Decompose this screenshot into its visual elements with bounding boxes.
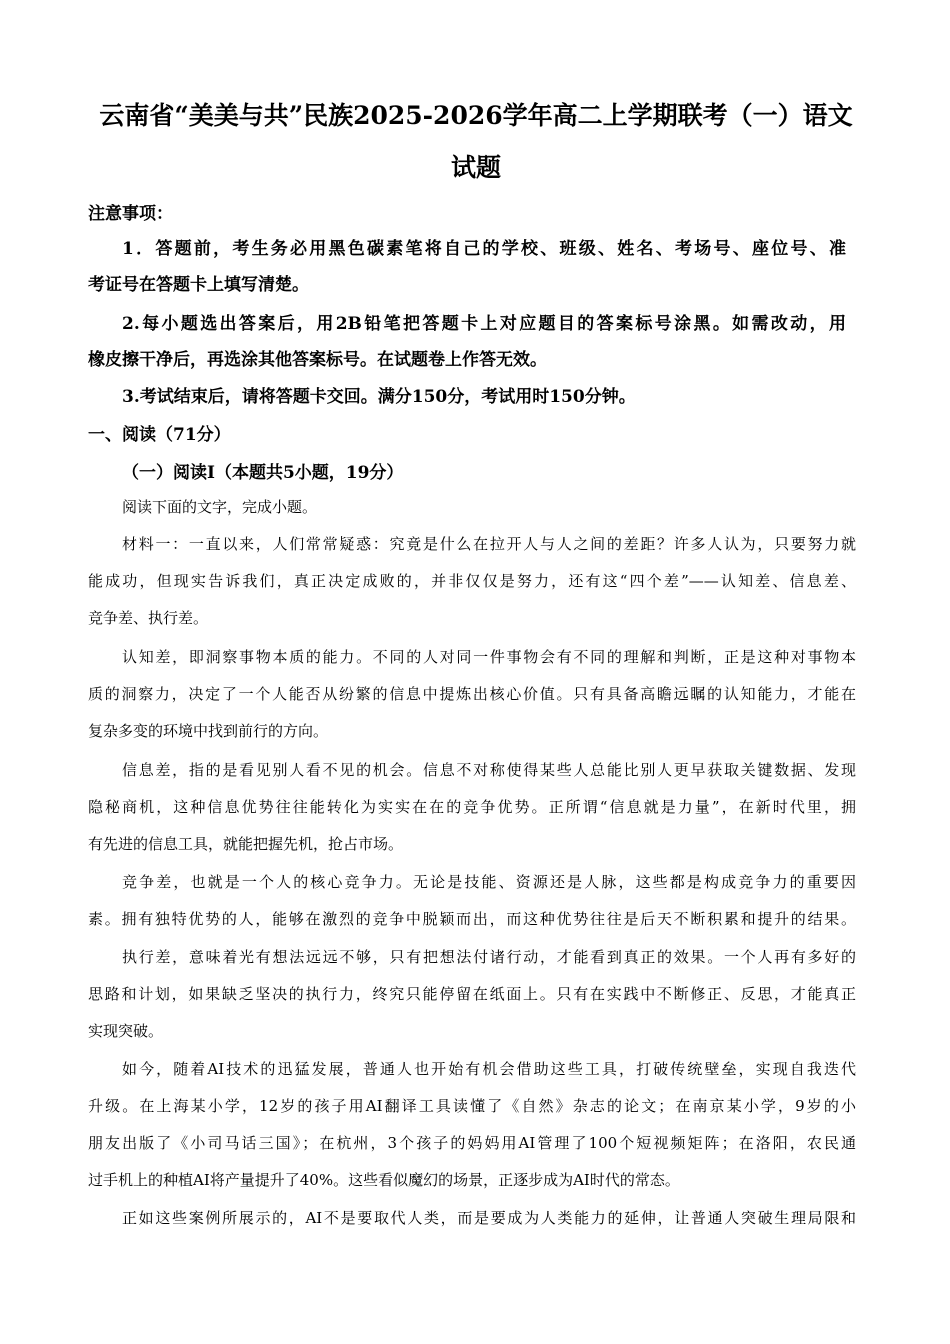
notice-item-2-line-1: 2.每小题选出答案后，用2B铅笔把答题卡上对应题目的答案标号涂黑。如需改动，用 xyxy=(122,314,846,334)
passage-paragraph-2-line-3: 复杂多变的环境中找到前行的方向。 xyxy=(88,722,329,740)
passage-paragraph-1-line-3: 竞争差、执行差。 xyxy=(88,609,209,627)
notice-heading: 注意事项： xyxy=(88,204,173,224)
notice-item-2-line-2: 橡皮擦干净后，再选涂其他答案标号。在试题卷上作答无效。 xyxy=(88,350,547,370)
notice-item-3: 3.考试结束后，请将答题卡交回。满分150分，考试用时150分钟。 xyxy=(122,387,636,407)
passage-paragraph-4-line-1: 竞争差，也就是一个人的核心竞争力。无论是技能、资源还是人脉，这些都是构成竞争力的重要因 xyxy=(122,873,856,891)
document-title-line-1: 云南省“美美与共”民族2025-2026学年高二上学期联考（一）语文 xyxy=(99,101,853,130)
reading-instruction: 阅读下面的文字，完成小题。 xyxy=(122,498,318,516)
passage-paragraph-5-line-1: 执行差，意味着光有想法远远不够，只有把想法付诸行动，才能看到真正的效果。一个人再有多好的 xyxy=(122,948,856,966)
passage-paragraph-6-line-4: 过手机上的种植AI将产量提升了40%。这些看似魔幻的场景，正逐步成为AI时代的常态。 xyxy=(88,1171,680,1189)
passage-paragraph-7-line-1: 正如这些案例所展示的，AI不是要取代人类，而是要成为人类能力的延伸，让普通人突破生理局限和 xyxy=(122,1209,856,1227)
passage-paragraph-5-line-2: 思路和计划，如果缺乏坚决的执行力，终究只能停留在纸面上。只有在实践中不断修正、反思，才能真正 xyxy=(88,985,856,1003)
document-title-line-2: 试题 xyxy=(450,153,501,182)
passage-paragraph-6-line-3: 朋友出版了《小司马话三国》；在杭州，3个孩子的妈妈用AI管理了100个短视频矩阵；在洛阳，农民通 xyxy=(88,1134,856,1152)
subsection-heading: （一）阅读Ⅰ（本题共5小题，19分） xyxy=(122,463,404,483)
passage-paragraph-6-line-1: 如今，随着AI技术的迅猛发展，普通人也开始有机会借助这些工具，打破传统壁垒，实现自我迭代 xyxy=(122,1060,856,1078)
section-heading: 一、阅读（71分） xyxy=(88,425,231,445)
passage-paragraph-3-line-3: 有先进的信息工具，就能把握先机，抢占市场。 xyxy=(88,835,404,853)
passage-paragraph-2-line-1: 认知差，即洞察事物本质的能力。不同的人对同一件事物会有不同的理解和判断，正是这种对事物本 xyxy=(122,648,856,666)
notice-item-1-line-1: 1．答题前，考生务必用黑色碳素笔将自己的学校、班级、姓名、考场号、座位号、准 xyxy=(122,239,846,259)
passage-paragraph-1-line-1: 材料一：一直以来，人们常常疑惑：究竟是什么在拉开人与人之间的差距？许多人认为，只要努力就 xyxy=(122,535,856,553)
passage-paragraph-5-line-3: 实现突破。 xyxy=(88,1022,164,1040)
passage-paragraph-4-line-2: 素。拥有独特优势的人，能够在激烈的竞争中脱颖而出，而这种优势往往是后天不断积累和提升的结果。 xyxy=(88,910,856,928)
passage-paragraph-1-line-2: 能成功，但现实告诉我们，真正决定成败的，并非仅仅是努力，还有这“四个差”——认知差、信息差、 xyxy=(88,572,856,590)
passage-paragraph-3-line-1: 信息差，指的是看见别人看不见的机会。信息不对称使得某些人总能比别人更早获取关键数据、发现 xyxy=(122,761,856,779)
notice-item-1-line-2: 考证号在答题卡上填写清楚。 xyxy=(88,275,309,295)
passage-paragraph-3-line-2: 隐秘商机，这种信息优势往往能转化为实实在在的竞争优势。正所谓“信息就是力量”，在新时代里，拥 xyxy=(88,798,856,816)
passage-paragraph-6-line-2: 升级。在上海某小学，12岁的孩子用AI翻译工具读懂了《自然》杂志的论文；在南京某小学，9岁的小 xyxy=(88,1097,856,1115)
passage-paragraph-2-line-2: 质的洞察力，决定了一个人能否从纷繁的信息中提炼出核心价值。只有具备高瞻远瞩的认知能力，才能在 xyxy=(88,685,856,703)
